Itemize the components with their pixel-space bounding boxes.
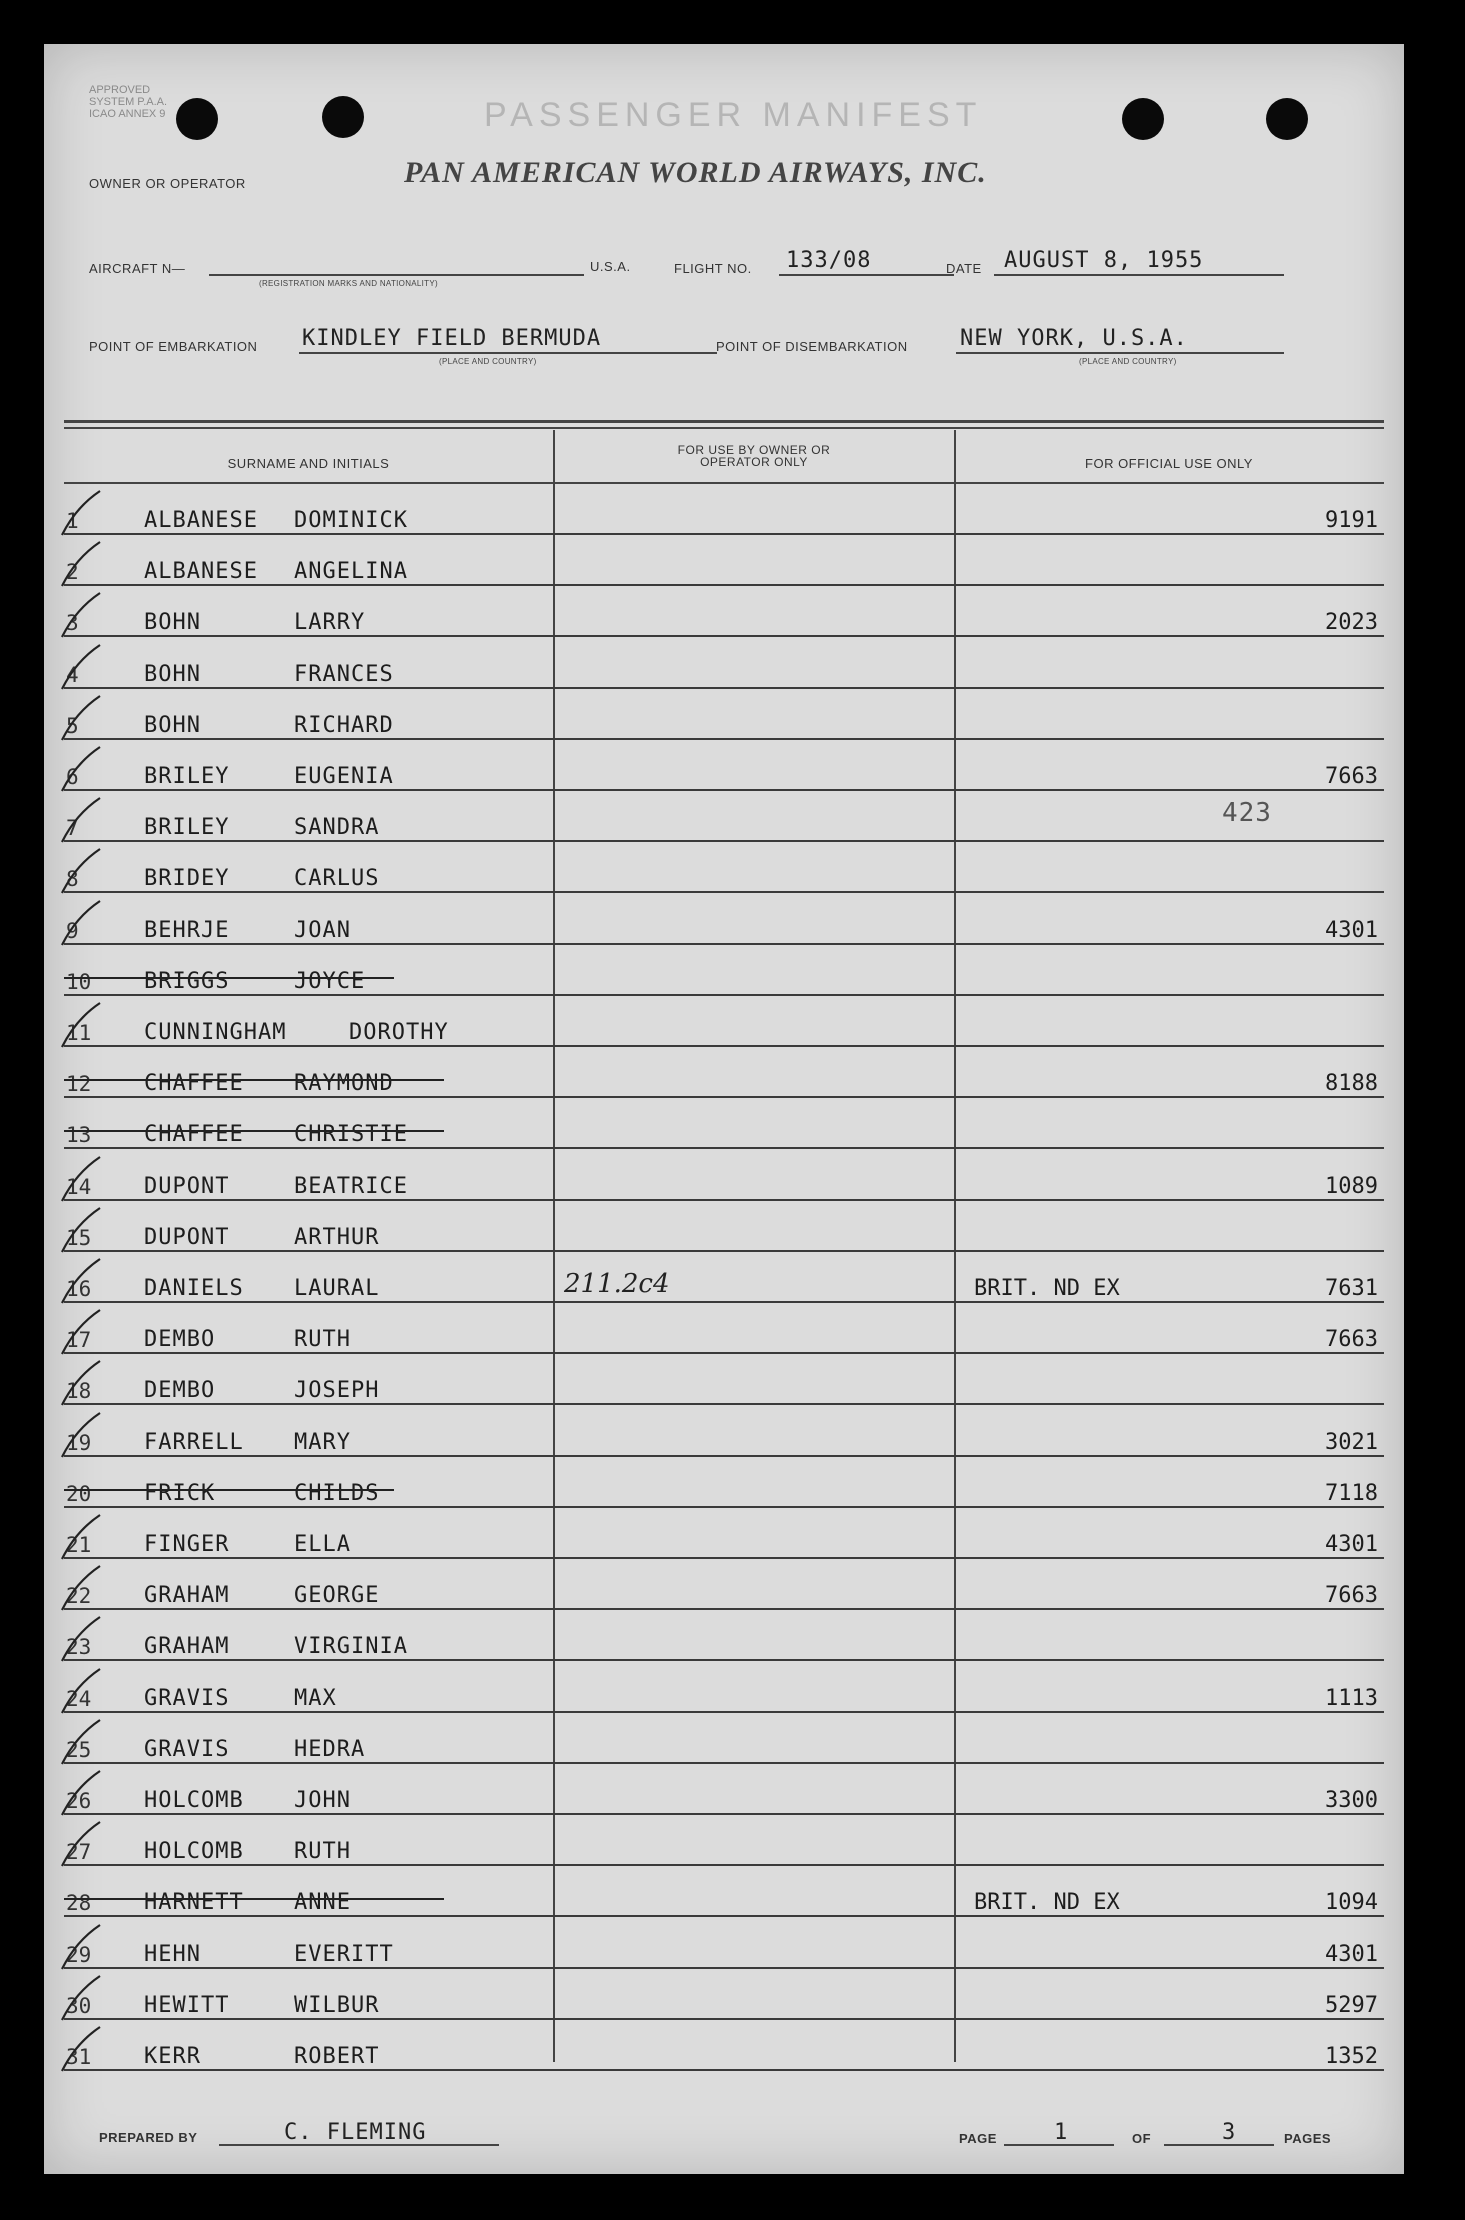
official-code: 4301: [1325, 1941, 1378, 1967]
check-mark-icon: [56, 589, 106, 641]
column-header-owner-use: FOR USE BY OWNER OR OPERATOR ONLY: [677, 443, 831, 469]
passenger-given-name: JOYCE: [294, 968, 366, 994]
form-title: PASSENGER MANIFEST: [484, 96, 983, 134]
passenger-number: 31: [66, 2045, 92, 2069]
passenger-row: [44, 1457, 1404, 1508]
passenger-surname: BRIGGS: [144, 968, 230, 994]
passenger-given-name: DOMINICK: [294, 508, 408, 533]
passenger-surname: HOLCOMB: [144, 1788, 244, 1813]
check-mark-icon: [56, 1153, 106, 1205]
passenger-row: [44, 1252, 1404, 1303]
passenger-surname: KERR: [144, 2044, 201, 2069]
check-mark-icon: [56, 999, 106, 1051]
passenger-surname: GRAHAM: [144, 1634, 230, 1660]
passenger-number: 29: [66, 1942, 92, 1967]
passenger-given-name: CARLUS: [294, 866, 380, 892]
embarkation-label: POINT OF EMBARKATION: [89, 339, 258, 354]
passenger-given-name: EUGENIA: [294, 764, 394, 789]
official-code: 1113: [1325, 1685, 1378, 1711]
strike-through: [64, 1130, 444, 1132]
passenger-row: [44, 484, 1404, 535]
passenger-given-name: BEATRICE: [294, 1173, 408, 1199]
passenger-surname: HARNETT: [144, 1890, 244, 1916]
passenger-number: 23: [66, 1635, 92, 1660]
passenger-name: [144, 1993, 379, 2018]
disembarkation-caption: (PLACE AND COUNTRY): [1079, 357, 1177, 366]
passenger-name: [144, 1174, 408, 1199]
passenger-given-name: CHILDS: [294, 1480, 380, 1506]
official-code: 4301: [1325, 917, 1378, 943]
punch-hole: [176, 98, 218, 140]
passenger-number: 17: [66, 1328, 92, 1353]
check-mark-icon: [56, 1716, 106, 1768]
check-mark-icon: [56, 2023, 106, 2075]
official-code: 1094: [1325, 1890, 1378, 1916]
passenger-row: [44, 1150, 1404, 1201]
passenger-name: [144, 1942, 394, 1967]
owner-label: OWNER OR OPERATOR: [89, 176, 246, 191]
disembarkation-label: POINT OF DISEMBARKATION: [716, 339, 908, 354]
passenger-surname: FARRELL: [144, 1429, 244, 1455]
passenger-name: [144, 969, 365, 994]
page-number: 1: [1054, 2120, 1069, 2145]
passenger-number: 5: [66, 713, 79, 738]
passenger-number: 28: [66, 1891, 92, 1916]
passenger-row: [44, 996, 1404, 1047]
check-mark-icon: [56, 1255, 106, 1307]
flight-date: AUGUST 8, 1955: [1004, 248, 1204, 273]
passenger-name: [144, 918, 351, 943]
passenger-surname: FINGER: [144, 1532, 230, 1557]
official-code: 1352: [1325, 2044, 1378, 2069]
passenger-given-name: RUTH: [294, 1839, 351, 1865]
passenger-number: 20: [66, 1481, 92, 1506]
official-code: 3021: [1325, 1429, 1378, 1455]
passenger-row: [44, 1764, 1404, 1815]
passenger-name: [144, 1890, 351, 1915]
passenger-number: 9: [66, 918, 79, 943]
flight-label: FLIGHT NO.: [674, 261, 752, 276]
passenger-name: [144, 1378, 379, 1403]
passenger-number: 10: [66, 969, 92, 994]
strike-through: [64, 1079, 444, 1081]
passenger-number: 7: [66, 816, 79, 841]
passenger-number: 1: [66, 509, 79, 533]
passenger-row: [44, 1354, 1404, 1405]
passenger-row: [44, 1662, 1404, 1713]
passenger-number: 21: [66, 1533, 92, 1557]
passenger-surname: HEHN: [144, 1941, 201, 1967]
punch-hole: [322, 96, 364, 138]
embarkation-value: KINDLEY FIELD BERMUDA: [302, 326, 602, 351]
check-mark-icon: [56, 743, 106, 795]
passenger-surname: ALBANESE: [144, 559, 258, 585]
passenger-number: 4: [66, 662, 79, 687]
passenger-given-name: ANGELINA: [294, 559, 408, 585]
registration-caption: (REGISTRATION MARKS AND NATIONALITY): [259, 279, 438, 288]
passenger-surname: CHAFFEE: [144, 1071, 244, 1097]
passenger-row: [44, 638, 1404, 689]
passenger-surname: GRAVIS: [144, 1685, 230, 1711]
passenger-surname: DEMBO: [144, 1327, 216, 1353]
passenger-surname: HOLCOMB: [144, 1839, 244, 1865]
official-code: 7663: [1325, 1327, 1378, 1353]
check-mark-icon: [56, 1306, 106, 1358]
passenger-name: [144, 1737, 365, 1762]
passenger-row: [44, 1815, 1404, 1866]
passenger-given-name: EVERITT: [294, 1941, 394, 1967]
check-mark-icon: [56, 1511, 106, 1563]
passenger-surname: HEWITT: [144, 1992, 230, 2018]
check-mark-icon: [56, 641, 106, 693]
passenger-row: [44, 945, 1404, 996]
passenger-given-name: LARRY: [294, 610, 366, 636]
official-code: 2023: [1325, 610, 1378, 636]
passenger-name: [144, 764, 394, 789]
passenger-row: [44, 1866, 1404, 1917]
passenger-number: 24: [66, 1686, 92, 1711]
passenger-row: [44, 1201, 1404, 1252]
passenger-row: [44, 791, 1404, 842]
passenger-name: [144, 1583, 379, 1608]
passenger-name: [144, 1634, 408, 1659]
passenger-number: 8: [66, 867, 79, 892]
passenger-surname: DUPONT: [144, 1224, 230, 1250]
passenger-name: [144, 1327, 351, 1352]
date-label: DATE: [946, 261, 982, 276]
passenger-given-name: RAYMOND: [294, 1071, 394, 1097]
check-mark-icon: [56, 538, 106, 590]
manifest-sheet: [44, 44, 1404, 2174]
check-mark-icon: [56, 1357, 106, 1409]
passenger-row: [44, 535, 1404, 586]
passenger-surname: BOHN: [144, 661, 201, 687]
passenger-row: [44, 1559, 1404, 1610]
prepared-by-value: C. FLEMING: [284, 2120, 427, 2145]
official-code: 9191: [1325, 508, 1378, 533]
passenger-name: [144, 1430, 351, 1455]
check-mark-icon: [56, 1818, 106, 1870]
punch-hole: [1122, 98, 1164, 140]
stray-note: 423: [1222, 798, 1272, 828]
passenger-given-name: MARY: [294, 1429, 351, 1455]
total-pages: 3: [1222, 2120, 1237, 2145]
passenger-given-name: HEDRA: [294, 1736, 366, 1762]
passenger-surname: BOHN: [144, 610, 201, 636]
passenger-row: [44, 1713, 1404, 1764]
check-mark-icon: [56, 487, 106, 539]
passenger-surname: BOHN: [144, 712, 201, 738]
check-mark-icon: [56, 1613, 106, 1665]
passenger-row: [44, 1508, 1404, 1559]
passenger-given-name: ELLA: [294, 1532, 351, 1557]
passenger-name: [144, 1020, 449, 1045]
passenger-name: [144, 713, 394, 738]
passenger-number: 30: [66, 1993, 92, 2018]
pages-label: PAGES: [1284, 2131, 1332, 2146]
passenger-row: [44, 1303, 1404, 1354]
passenger-name: [144, 2044, 379, 2069]
passenger-name: [144, 1839, 351, 1864]
passenger-row: [44, 586, 1404, 637]
passenger-row: [44, 2020, 1404, 2071]
passenger-given-name: JOSEPH: [294, 1378, 380, 1404]
passenger-number: 14: [66, 1174, 92, 1199]
passenger-given-name: RICHARD: [294, 712, 394, 738]
official-code: 1089: [1325, 1173, 1378, 1199]
passenger-surname: BEHRJE: [144, 917, 230, 943]
passenger-row: [44, 689, 1404, 740]
passenger-number: 6: [66, 765, 79, 789]
passenger-surname: DANIELS: [144, 1276, 244, 1301]
passenger-number: 12: [66, 1072, 92, 1097]
disembarkation-value: NEW YORK, U.S.A.: [960, 326, 1188, 351]
strike-through: [64, 1898, 444, 1900]
official-code: 7663: [1325, 764, 1378, 789]
passenger-number: 26: [66, 1789, 92, 1813]
passenger-number: 3: [66, 611, 79, 636]
column-header-surname: SURNAME AND INITIALS: [227, 456, 390, 471]
passenger-given-name: WILBUR: [294, 1992, 380, 2018]
passenger-surname: BRILEY: [144, 815, 230, 841]
passenger-surname: GRAHAM: [144, 1583, 230, 1609]
check-mark-icon: [56, 845, 106, 897]
check-mark-icon: [56, 1665, 106, 1717]
check-mark-icon: [56, 897, 106, 949]
flight-number: 133/08: [786, 248, 872, 273]
aircraft-label: AIRCRAFT N—: [89, 261, 186, 276]
check-mark-icon: [56, 1204, 106, 1256]
passenger-row: [44, 1047, 1404, 1098]
passenger-number: 16: [66, 1277, 92, 1301]
official-use-note: BRIT. ND EX: [974, 1276, 1120, 1301]
official-code: 4301: [1325, 1532, 1378, 1557]
strike-through: [64, 1489, 394, 1491]
passenger-given-name: MAX: [294, 1685, 337, 1711]
passenger-name: [144, 662, 394, 687]
passenger-name: [144, 815, 379, 840]
passenger-name: [144, 508, 408, 533]
embarkation-caption: (PLACE AND COUNTRY): [439, 357, 537, 366]
passenger-row: [44, 1918, 1404, 1969]
check-mark-icon: [56, 1921, 106, 1973]
passenger-row: [44, 894, 1404, 945]
check-mark-icon: [56, 1562, 106, 1614]
passenger-row: [44, 1098, 1404, 1149]
operator-name: PAN AMERICAN WORLD AIRWAYS, INC.: [404, 156, 987, 189]
passenger-given-name: DOROTHY: [349, 1020, 449, 1045]
passenger-name: [144, 866, 379, 891]
prepared-by-label: PREPARED BY: [99, 2130, 198, 2145]
passenger-row: [44, 842, 1404, 893]
passenger-surname: ALBANESE: [144, 508, 258, 533]
passenger-given-name: JOHN: [294, 1788, 351, 1813]
passenger-number: 25: [66, 1737, 92, 1762]
passenger-given-name: ROBERT: [294, 2044, 380, 2069]
official-code: 3300: [1325, 1788, 1378, 1813]
passenger-number: 2: [66, 560, 79, 585]
country-label: U.S.A.: [590, 259, 631, 274]
passenger-name: [144, 1788, 351, 1813]
passenger-given-name: SANDRA: [294, 815, 380, 841]
passenger-name: [144, 1276, 379, 1301]
passenger-surname: DEMBO: [144, 1378, 216, 1404]
check-mark-icon: [56, 1767, 106, 1819]
passenger-surname: DUPONT: [144, 1173, 230, 1199]
of-label: OF: [1132, 2131, 1152, 2146]
passenger-name: [144, 559, 408, 584]
passenger-name: [144, 1225, 379, 1250]
passenger-number: 11: [66, 1021, 92, 1045]
official-code: 5297: [1325, 1992, 1378, 2018]
passenger-given-name: FRANCES: [294, 661, 394, 687]
passenger-surname: GRAVIS: [144, 1736, 230, 1762]
page-label: PAGE: [959, 2131, 997, 2146]
passenger-given-name: GEORGE: [294, 1583, 380, 1609]
passenger-surname: CUNNINGHAM: [144, 1020, 287, 1045]
passenger-number: 18: [66, 1379, 92, 1404]
column-header-official-use: FOR OFFICIAL USE ONLY: [1085, 456, 1253, 471]
passenger-surname: FRICK: [144, 1480, 216, 1506]
passenger-number: 19: [66, 1430, 92, 1455]
passenger-name: [144, 1122, 408, 1147]
strike-through: [64, 977, 394, 979]
passenger-row: [44, 740, 1404, 791]
passenger-surname: BRIDEY: [144, 866, 230, 892]
approval-stamp: APPROVED SYSTEM P.A.A. ICAO ANNEX 9: [89, 84, 168, 120]
passenger-number: 13: [66, 1123, 92, 1148]
passenger-row: [44, 1610, 1404, 1661]
passenger-given-name: LAURAL: [294, 1276, 380, 1301]
check-mark-icon: [56, 1972, 106, 2024]
passenger-number: 27: [66, 1840, 92, 1865]
passenger-number: 15: [66, 1225, 92, 1250]
official-code: 8188: [1325, 1071, 1378, 1097]
passenger-given-name: ANNE: [294, 1890, 351, 1916]
owner-use-note: 211.2c4: [564, 1269, 670, 1299]
passenger-surname: CHAFFEE: [144, 1122, 244, 1148]
passenger-given-name: VIRGINIA: [294, 1634, 408, 1660]
punch-hole: [1266, 98, 1308, 140]
passenger-row: [44, 1406, 1404, 1457]
official-use-note: BRIT. ND EX: [974, 1890, 1120, 1916]
passenger-name: [144, 610, 365, 635]
passenger-given-name: CHRISTIE: [294, 1122, 408, 1148]
check-mark-icon: [56, 1409, 106, 1461]
passenger-name: [144, 1532, 351, 1557]
check-mark-icon: [56, 794, 106, 846]
passenger-name: [144, 1686, 337, 1711]
official-code: 7631: [1325, 1276, 1378, 1301]
passenger-name: [144, 1071, 394, 1096]
passenger-given-name: JOAN: [294, 917, 351, 943]
passenger-row: [44, 1969, 1404, 2020]
official-code: 7118: [1325, 1480, 1378, 1506]
official-code: 7663: [1325, 1583, 1378, 1609]
passenger-surname: BRILEY: [144, 764, 230, 789]
passenger-given-name: ARTHUR: [294, 1224, 380, 1250]
passenger-name: [144, 1481, 379, 1506]
check-mark-icon: [56, 692, 106, 744]
passenger-given-name: RUTH: [294, 1327, 351, 1353]
passenger-number: 22: [66, 1584, 92, 1609]
